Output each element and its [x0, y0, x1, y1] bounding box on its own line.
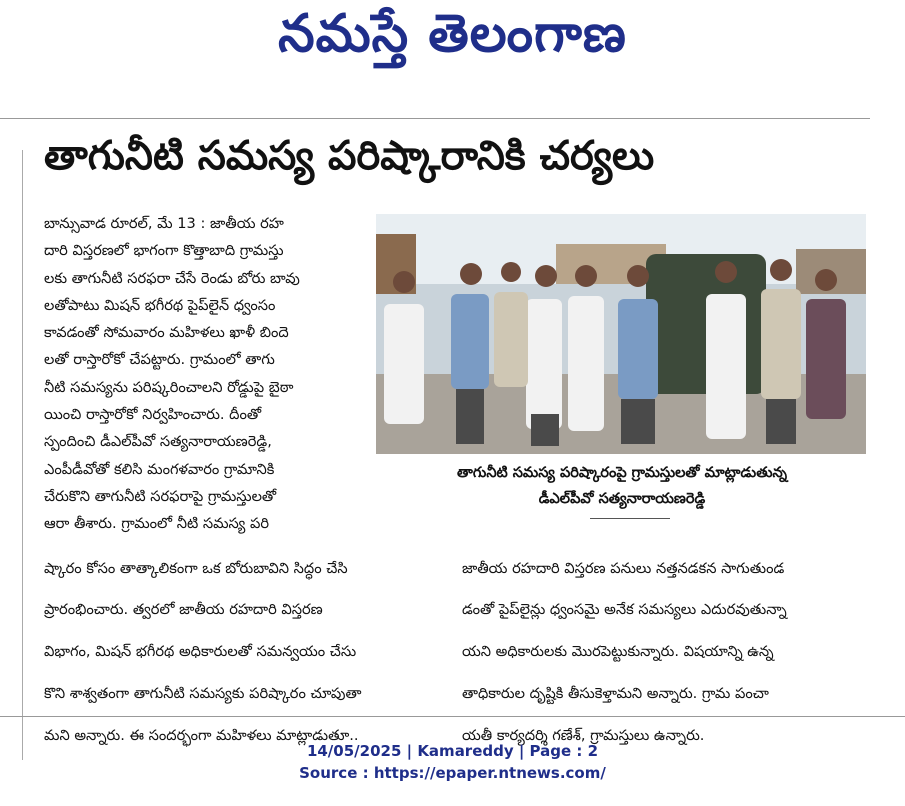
caption-line-2: డీఎల్‌పీవో సత్యనారాయణరెడ్డి	[538, 491, 706, 507]
text-line: ఆరా తీశారు. గ్రామంలో నీటి సమస్య పరి	[44, 515, 269, 533]
text-line: ప్రారంభించారు. త్వరలో జాతీయ రహదారి విస్తరణ	[44, 601, 323, 619]
text-line: యతీ కార్యదర్శి గణేశ్, గ్రామస్తులు ఉన్నారు.	[462, 727, 705, 745]
text-line: మని అన్నారు. ఈ సందర్భంగా మహిళలు మాట్లాడుతూ..	[44, 727, 359, 745]
text-line: లతోపాటు మిషన్ భగీరథ పైప్‌లైన్ ధ్వంసం	[44, 296, 276, 314]
text-line: తాధికారుల దృష్టికి తీసుకెళ్తామని అన్నారు. గ్రామ పంచా	[462, 685, 769, 703]
text-line: యించి రాస్తారోకో నిర్వహించారు. దీంతో	[44, 406, 262, 424]
text-line: యని అధికారులకు మొరపెట్టుకున్నారు. విషయాన్ని ఉన్న	[462, 643, 774, 661]
article-headline: తాగునీటి సమస్య పరిష్కారానికి చర్యలు	[44, 133, 655, 179]
text-line: జాతీయ రహదారి విస్తరణ పనులు నత్తనడకన సాగుతుండ	[462, 559, 785, 577]
masthead	[0, 0, 905, 96]
text-line: బాన్సువాడ రూరల్, మే 13 : జాతీయ రహ	[44, 215, 284, 232]
text-line: లతో రాస్తారోకో చేపట్టారు. గ్రామంలో తాగు	[44, 351, 275, 369]
text-line: డంతో పైప్‌లైన్లు ధ్వంసమై అనేక సమస్యలు ఎదురవుతున్నా	[462, 601, 787, 619]
text-line: విభాగం, మిషన్ భగీరథ అధికారులతో సమన్వయం చేసు	[44, 643, 357, 661]
news-photo-image	[376, 214, 866, 454]
footer	[0, 740, 905, 784]
text-line: ష్కారం కోసం తాత్కాలికంగా ఒక బోరుబావిని సిద్ధం చేసి	[44, 559, 348, 577]
caption-line-1: తాగునీటి సమస్య పరిష్కారంపై గ్రామస్తులతో మాట్లాడుతున్న	[457, 465, 787, 481]
text-line: దారి విస్తరణలో భాగంగా కొత్తాబాది గ్రామస్తు	[44, 242, 284, 260]
text-line: ఎంపీడీవోతో కలిసి మంగళవారం గ్రామానికి	[44, 460, 275, 478]
article-column-1-continued	[44, 540, 454, 764]
footer-source-link[interactable]: Source : https://epaper.ntnews.com/	[299, 764, 606, 782]
text-line: కొని శాశ్వతంగా తాగునీటి సమస్యకు పరిష్కారం చూపుతా	[44, 685, 362, 703]
caption-divider	[590, 518, 670, 519]
footer-date-page: 14/05/2025 | Kamareddy | Page : 2	[306, 742, 599, 760]
column-divider	[22, 150, 23, 760]
news-photo	[376, 214, 866, 454]
masthead-title: నమస్తే తెలంగాణ	[278, 4, 627, 64]
text-line: చేరుకొని తాగునీటి సరఫరాపై గ్రామస్తులతో	[44, 487, 277, 505]
photo-caption	[380, 460, 864, 512]
text-line: నీటి సమస్యను పరిష్కరించాలని రోడ్డుపై బైఠా	[44, 378, 294, 396]
article-column-2	[462, 540, 866, 764]
footer-divider	[0, 716, 905, 717]
article-column-1	[44, 210, 370, 538]
text-line: స్పందించి డీఎల్‌పీవో సత్యనారాయణరెడ్డి,	[44, 433, 272, 451]
top-divider	[0, 118, 870, 119]
text-line: కావడంతో సోమవారం మహిళలు ఖాళీ బిందె	[44, 324, 289, 342]
text-line: లకు తాగునీటి సరఫరా చేసే రెండు బోరు బావు	[44, 269, 300, 287]
